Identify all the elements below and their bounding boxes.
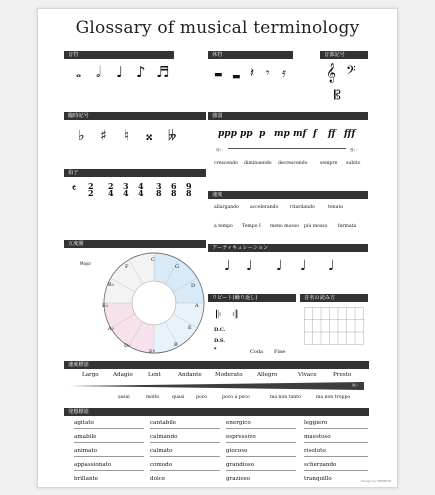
sixteenth-note-icon: ♬ <box>156 63 170 81</box>
time-sig-9-8: 9 8 <box>186 181 192 199</box>
tempo-allegro: Allegro <box>257 372 278 378</box>
footer-credit: Design by MINIMUM <box>361 479 391 483</box>
expr-appassionato: appassionato <box>74 462 112 468</box>
term-sempre: sempre <box>320 161 338 166</box>
dynamic-p: p <box>259 129 266 139</box>
marcato-note-icon: ♩ <box>300 258 307 274</box>
key-A-flat: A♭ <box>108 326 114 332</box>
eighth-rest-icon: 𝄾 <box>266 66 270 81</box>
section-speed: 速度 <box>208 191 368 199</box>
common-time-icon: 𝄴 <box>72 184 77 194</box>
dynamic-mf: mf <box>293 129 307 139</box>
tenuto-note-icon: ♩ <box>276 258 283 274</box>
dynamic-ff: ff <box>328 129 336 139</box>
expr-comodo: comodo <box>150 462 173 468</box>
term-a-tempo: a tempo <box>214 224 233 229</box>
term-ritardando: ritardando <box>290 205 315 210</box>
dynamic-mp: mp <box>274 129 290 139</box>
key-A: A <box>195 303 199 309</box>
dynamic-f: f <box>313 129 317 139</box>
time-sig-3-4: 3 4 <box>123 181 129 199</box>
expr-calmato: calmato <box>150 448 173 454</box>
repeat-fine: Fine <box>274 349 286 355</box>
tempo-presto: Presto <box>333 372 352 378</box>
term-crescendo: crescendo <box>214 161 238 166</box>
section-expression: 発想標語 <box>64 408 369 416</box>
staccato-note-icon: ♩ <box>224 258 231 274</box>
repeat-end-icon: 𝄇 <box>232 308 238 321</box>
time-sig-2-4: 2 4 <box>108 181 114 199</box>
key-F: F <box>125 264 129 270</box>
treble-clef-icon: 𝄞 <box>326 63 337 83</box>
section-tempo: 速度標語 <box>64 361 369 369</box>
expr-cantabile: cantabile <box>150 420 177 426</box>
bass-clef-icon: 𝄢 <box>346 63 356 81</box>
key-F-sharp: F♯ <box>149 349 155 355</box>
expr-energico: energico <box>226 420 251 426</box>
tempo-arrow <box>68 381 366 391</box>
dynamic-fff: fff <box>344 129 356 139</box>
expr-risoluto: risoluto <box>304 448 326 454</box>
section-dynamics: 強弱 <box>208 112 368 120</box>
section-notes: 音符 <box>64 51 174 59</box>
section-time: 拍子 <box>64 169 206 177</box>
whole-rest-icon: ▬ <box>214 70 223 80</box>
whole-note-icon: 𝅝 <box>76 66 82 81</box>
quarter-note-icon: ♩ <box>116 63 124 81</box>
section-repeat: リピート(繰り返し) <box>208 294 296 302</box>
circle-major-label: Major <box>80 261 92 266</box>
time-sig-2-2: 2 2 <box>88 181 94 199</box>
key-E: E <box>188 325 192 331</box>
term-diminuendo: diminuendo <box>244 161 272 166</box>
dynamics-strong-label: 強い <box>350 148 357 152</box>
term-subito: subito <box>346 161 361 166</box>
key-B-flat: B♭ <box>108 282 115 288</box>
time-sig-6-8: 6 8 <box>171 181 177 199</box>
alto-clef-icon: 𝄡 <box>334 88 341 102</box>
repeat-coda: Coda <box>250 349 264 355</box>
slur-note-icon: ♩ <box>328 258 335 274</box>
flat-icon: ♭ <box>78 128 85 144</box>
dynamics-arrow <box>228 148 346 149</box>
expr-espressivo: espressivo <box>226 434 256 440</box>
tempo-adagio: Adagio <box>113 372 133 378</box>
repeat-ds: D.S. <box>214 338 226 344</box>
time-sig-4-4: 4 4 <box>138 181 144 199</box>
half-rest-icon: ▬ <box>232 72 241 82</box>
tempo-andante: Andante <box>178 372 202 378</box>
double-flat-icon: 𝄫 <box>168 128 177 144</box>
modifier-poco: poco <box>196 395 208 400</box>
section-articulation: アーティキュレーション <box>208 244 368 252</box>
modifier-ma-non-tanto: ma non tanto <box>270 395 301 400</box>
expr-scherzando: scherzando <box>304 462 337 468</box>
sixteenth-rest-icon: 𝄿 <box>282 66 286 81</box>
tempo-lent: Lent <box>148 372 161 378</box>
eighth-note-icon: ♪ <box>136 63 146 81</box>
dynamic-pp: pp <box>240 129 253 139</box>
sharp-icon: ♯ <box>100 128 107 144</box>
section-accidentals: 臨時記号 <box>64 112 206 120</box>
circle-of-fifths <box>100 249 208 357</box>
expr-animato: animato <box>74 448 97 454</box>
accent-note-icon: ♩ <box>246 258 253 274</box>
expr-tranquillo: tranquillo <box>304 476 332 482</box>
repeat-sign-icon: 𝄆 <box>216 308 222 321</box>
term-piu-mosso: più mosso <box>304 224 328 229</box>
expr-agitato: agitato <box>74 420 94 426</box>
quarter-rest-icon: 𝄽 <box>250 66 254 81</box>
section-rests: 休符 <box>208 51 293 59</box>
tempo-fast-label: 速い <box>352 383 359 387</box>
modifier-ma-non-troppo: ma non troppo <box>316 395 351 400</box>
key-C: C <box>151 257 155 263</box>
natural-icon: ♮ <box>124 128 130 144</box>
repeat-dc: D.C. <box>214 327 226 333</box>
time-sig-3-8: 3 8 <box>156 181 162 199</box>
coda-icon: 𝄌 <box>214 346 217 354</box>
modifier-molto: molto <box>146 395 160 400</box>
expr-grandioso: grandioso <box>226 462 255 468</box>
key-D-flat: D♭ <box>124 343 131 349</box>
term-accelerando: accelerando <box>250 205 279 210</box>
expr-dolce: dolce <box>150 476 166 482</box>
tempo-largo: Largo <box>82 372 99 378</box>
key-E-flat: E♭ <box>102 303 109 309</box>
expr-giocoso: giocoso <box>226 448 248 454</box>
modifier-poco-a-poco: poco a poco <box>222 395 250 400</box>
modifier-assai: assai <box>118 395 130 400</box>
key-B: B <box>174 342 178 348</box>
expr-calmando: calmando <box>150 434 178 440</box>
dynamic-ppp: ppp <box>218 129 237 139</box>
key-G: G <box>175 264 179 270</box>
expr-leggiero: leggiero <box>304 420 328 426</box>
term-meno-mosso: meno mosso <box>270 224 299 229</box>
tempo-slow-label: 遅い <box>70 383 77 387</box>
modifier-quasi: quasi <box>172 395 185 400</box>
expr-maestoso: maestoso <box>304 434 331 440</box>
section-solfege: 音名の読み方 <box>300 294 368 302</box>
term-decrescendo: decrescendo <box>278 161 308 166</box>
half-note-icon: 𝅗𝅥 <box>96 63 101 81</box>
tempo-moderato: Moderato <box>215 372 243 378</box>
solfege-table <box>304 307 364 345</box>
term-allargando: allargando <box>214 205 239 210</box>
expr-amabile: amabile <box>74 434 97 440</box>
key-D: D <box>191 283 196 289</box>
section-circle: 五度圏 <box>64 240 206 248</box>
dynamics-weak-label: 弱い <box>216 148 223 152</box>
expr-grazioso: grazioso <box>226 476 250 482</box>
tempo-vivace: Vivace <box>298 372 317 378</box>
glossary-poster <box>37 8 398 488</box>
term-tempo-primo: Tempo I <box>242 224 261 229</box>
poster-title: Glossary of musical terminology <box>75 18 360 38</box>
double-sharp-icon: 𝄪 <box>146 128 153 144</box>
expr-brillante: brillante <box>74 476 99 482</box>
section-clefs: 音部記号 <box>320 51 368 59</box>
term-tenuto: tenuto <box>328 205 344 210</box>
term-fermata: fermata <box>338 224 357 229</box>
